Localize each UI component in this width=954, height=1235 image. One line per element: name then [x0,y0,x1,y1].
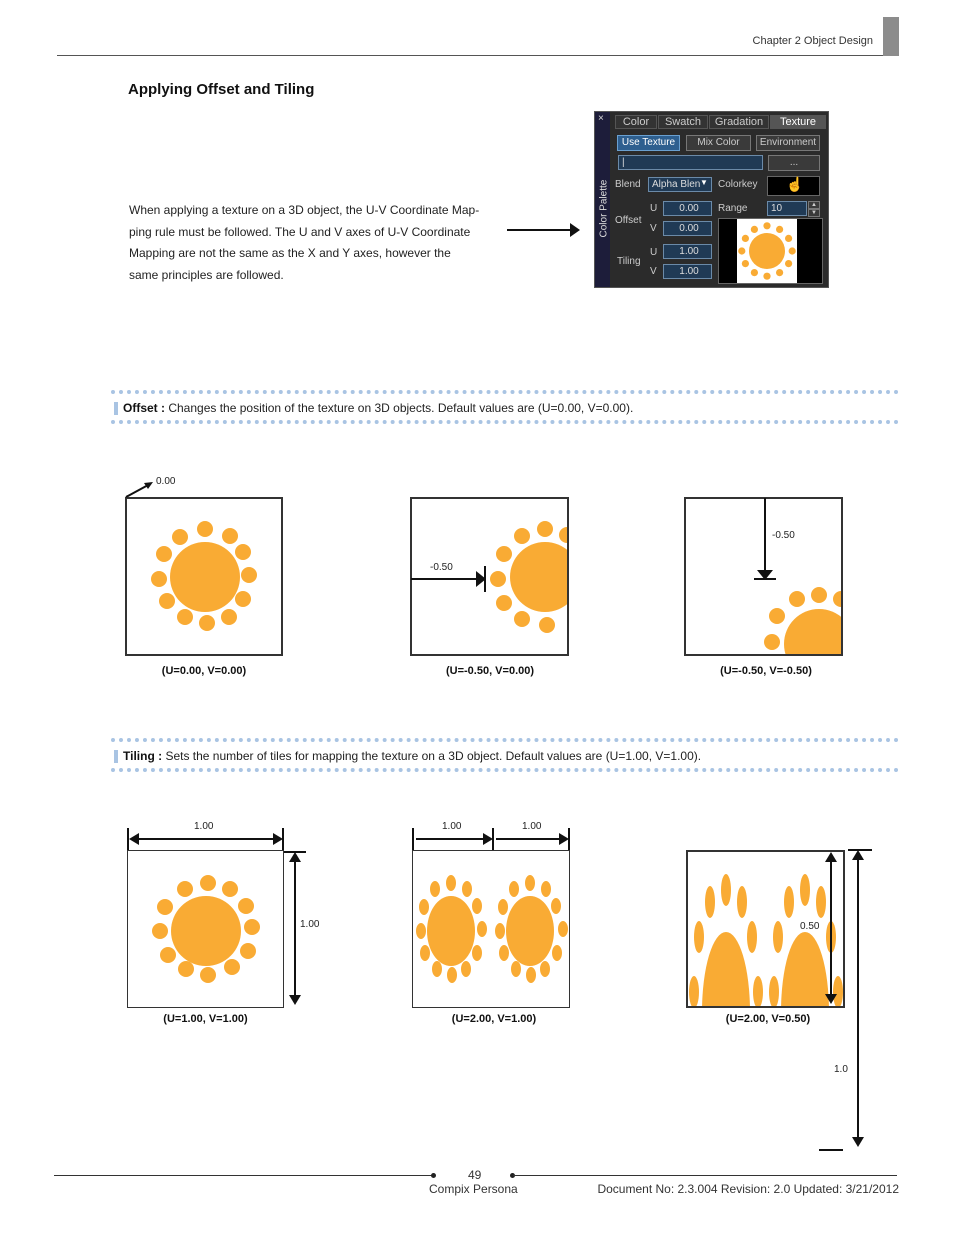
product-name: Compix Persona [429,1182,518,1196]
band-marker [114,402,118,415]
offset-u-stop [484,566,486,592]
origin-value: 0.00 [156,476,176,487]
sun-texture-icon [412,499,567,654]
offset-v-stop [754,578,776,580]
intro-line: Mapping are not the same as the X and Y axes, however the [129,246,451,260]
hand-cursor-icon: ☝ [786,176,804,192]
offset-text: Changes the position of the texture on 3D objects. Default values are (U=0.00, V=0.00). [165,401,634,415]
colorkey-swatch[interactable] [767,176,820,196]
range-label: Range [718,203,748,214]
tab-color[interactable]: Color [615,115,657,129]
offset-u-label: U [650,203,658,214]
offset-v-arrow [764,498,766,576]
pointer-arrow [507,229,575,231]
arrow-right-icon [559,833,569,845]
dimension-tick [819,1149,843,1151]
tiling-u-label: U [650,247,658,258]
tiling-half-v-dimension [830,860,832,998]
texture-preview [718,218,823,284]
page-number: 49 [468,1168,482,1182]
use-texture-button[interactable]: Use Texture [617,135,680,151]
offset-label: Offset [615,215,642,226]
arrow-up-icon [289,852,301,862]
section-title: Applying Offset and Tiling [128,81,315,98]
arrow-down-icon [757,570,773,582]
tiling-v-dimension [294,860,296,998]
offset-caption-1: (U=0.00, V=0.00) [161,665,247,677]
tiling-example-3 [686,850,845,1008]
tiling-description [123,749,701,763]
offset-example-1 [125,497,283,656]
tiling-example-2 [412,850,570,1008]
tab-swatch[interactable]: Swatch [658,115,708,129]
sun-texture-icon [413,851,569,1007]
tiling-term: Tiling : [123,749,163,763]
arrow-up-icon [852,850,864,860]
offset-u-value: -0.50 [430,562,453,573]
tiling-u-value: 1.00 [194,821,214,832]
offset-description [123,401,633,415]
tiling-v-value: 1.00 [300,919,320,930]
intro-line: ping rule must be followed. The U and V axes of U-V Coordinate [129,224,471,239]
tiling-v-label: V [650,266,657,277]
tiling-u-dimension-2 [496,838,564,840]
arrow-down-icon [289,995,301,1005]
browse-button[interactable]: ... [768,155,820,171]
arrow-left-icon [129,833,139,845]
texture-path-field[interactable]: | [618,155,763,170]
band-marker [114,750,118,763]
chevron-down-icon[interactable]: ▼ [700,178,708,187]
tab-gradation[interactable]: Gradation [709,115,769,129]
arrow-right-icon [273,833,283,845]
tiling-u-dimension-1 [416,838,488,840]
intro-line: same principles are followed. [129,267,284,282]
divider-dots [111,390,899,394]
arrow-right-icon [476,571,488,587]
tiling-v-field[interactable]: 1.00 [663,264,712,279]
sun-texture-icon [128,851,283,1007]
range-field[interactable]: 10 [767,201,807,216]
close-icon[interactable]: × [598,113,604,124]
tiling-u-value-2: 1.00 [522,821,542,832]
footer-dot [431,1173,436,1178]
sun-texture-icon [737,219,797,283]
tiling-full-v-value: 1.0 [834,1064,848,1075]
pointer-arrow-head [570,223,580,237]
offset-example-2 [410,497,569,656]
divider-dots [111,768,899,772]
footer-rule-left [54,1175,434,1176]
tiling-label: Tiling [617,256,641,267]
tiling-u-dimension [133,838,277,840]
tiling-u-field[interactable]: 1.00 [663,244,712,259]
blend-select[interactable]: Alpha Blen [648,177,712,192]
tiling-u-value-1: 1.00 [442,821,462,832]
header-rule [57,55,883,56]
offset-v-value: -0.50 [772,530,795,541]
offset-v-field[interactable]: 0.00 [663,221,712,236]
arrow-down-icon [852,1137,864,1147]
divider-dots [111,420,899,424]
origin-arrow-icon [120,478,160,503]
intro-paragraph [129,200,499,286]
blend-label: Blend [615,179,641,190]
colorkey-label: Colorkey [718,179,758,190]
document-info: Document No: 2.3.004 Revision: 2.0 Updated: 3/21/2012 [597,1182,899,1196]
chapter-label: Chapter 2 Object Design [752,35,873,47]
intro-line: When applying a texture on a 3D object, the U-V Coordinate Map- [129,203,480,217]
tiling-caption-3: (U=2.00, V=0.50) [725,1013,811,1025]
palette-title: Color Palette [598,179,610,238]
offset-caption-2: (U=-0.50, V=0.00) [445,665,535,677]
offset-u-field[interactable]: 0.00 [663,201,712,216]
palette-sidebar [595,112,610,287]
range-up-icon[interactable]: ▲ [808,201,820,209]
header-block [883,17,899,56]
footer-rule-right [513,1175,897,1176]
tab-texture[interactable]: Texture [770,115,826,129]
arrow-up-icon [825,852,837,862]
tiling-caption-2: (U=2.00, V=1.00) [451,1013,537,1025]
tiling-text: Sets the number of tiles for mapping the texture on a 3D object. Default values are (U=1.00, V=1.00). [162,749,702,763]
divider-dots [111,738,899,742]
mix-color-button[interactable]: Mix Color [686,135,751,151]
environment-button[interactable]: Environment [756,135,820,151]
tiling-caption-1: (U=1.00, V=1.00) [163,1013,248,1025]
offset-caption-3: (U=-0.50, V=-0.50) [720,665,812,677]
color-palette-panel [594,111,829,288]
range-down-icon[interactable]: ▼ [808,209,820,217]
offset-term: Offset : [123,401,165,415]
arrow-down-icon [825,994,837,1004]
offset-v-label: V [650,223,657,234]
sun-texture-icon [688,852,843,1006]
tiling-full-v-dimension [857,858,859,1138]
tiling-half-v-value: 0.50 [800,921,820,932]
sun-texture-icon [127,499,281,654]
arrow-right-icon [483,833,493,845]
tiling-example-1 [127,850,284,1008]
offset-u-arrow [411,578,481,580]
